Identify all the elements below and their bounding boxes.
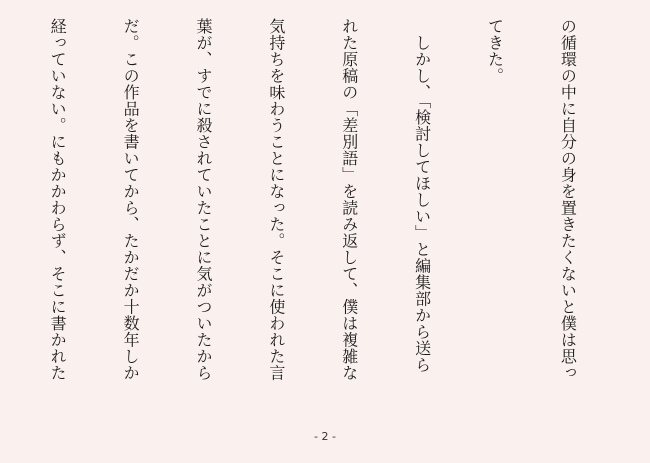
text-line: 経っていない。にもかかわらず、そこに書かれた (48, 18, 68, 381)
text-line: 気持ちを味わうことになった。そこに使われた言 (266, 18, 286, 381)
text-line: の循環の中に自分の身を置きたくないと僕は思っ (558, 18, 578, 381)
text-line: だ。この作品を書いてから、たかだか十数年しか (121, 18, 141, 381)
text-line: れた原稿の「差別語」を読み返して、僕は複雑な (339, 18, 359, 381)
text-line: てきた。 (485, 18, 505, 84)
text-line: 葉が、すでに殺されていたことに気がついたから (193, 18, 213, 381)
vertical-text-body (0, 18, 628, 413)
text-line: しかし、「検討してほしい」と編集部から送ら (412, 18, 432, 373)
page-number: - 2 - (314, 430, 336, 443)
